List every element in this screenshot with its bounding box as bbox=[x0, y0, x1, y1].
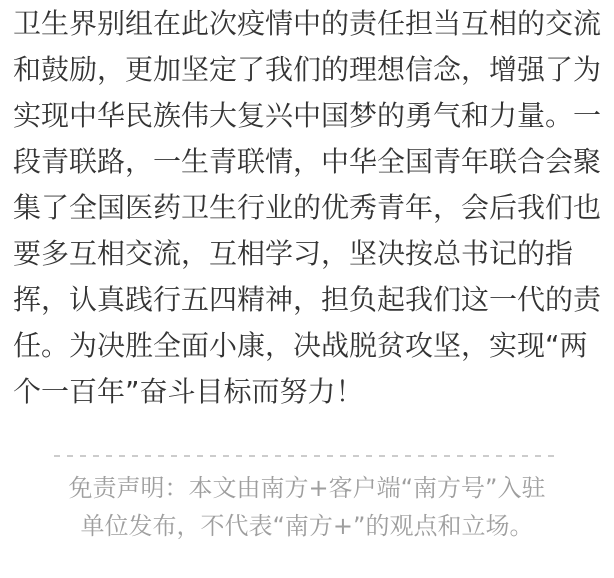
article-body-paragraph: 卫生界别组在此次疫情中的责任担当互相的交流和鼓励，更加坚定了我们的理想信念，增强了为实现中华民族伟大复兴中国梦的勇气和力量。一段青联路，一生青联情，中华全国青年联合会聚集了全国医药卫生行业的优秀青年，会后我们也要多互相交流，互相学习，坚决按总书记的指挥，认真践行五四精神，担负起我们这一代的责任。为决胜全面小康，决战脱贫攻坚，实现“两个一百年”奋斗目标而努力！ bbox=[13, 7, 602, 408]
dashed-divider bbox=[54, 455, 560, 457]
disclaimer-text: 免责声明：本文由南方+客户端“南方号”入驻单位发布，不代表“南方+”的观点和立场。 bbox=[68, 474, 546, 540]
disclaimer-section bbox=[0, 455, 614, 545]
